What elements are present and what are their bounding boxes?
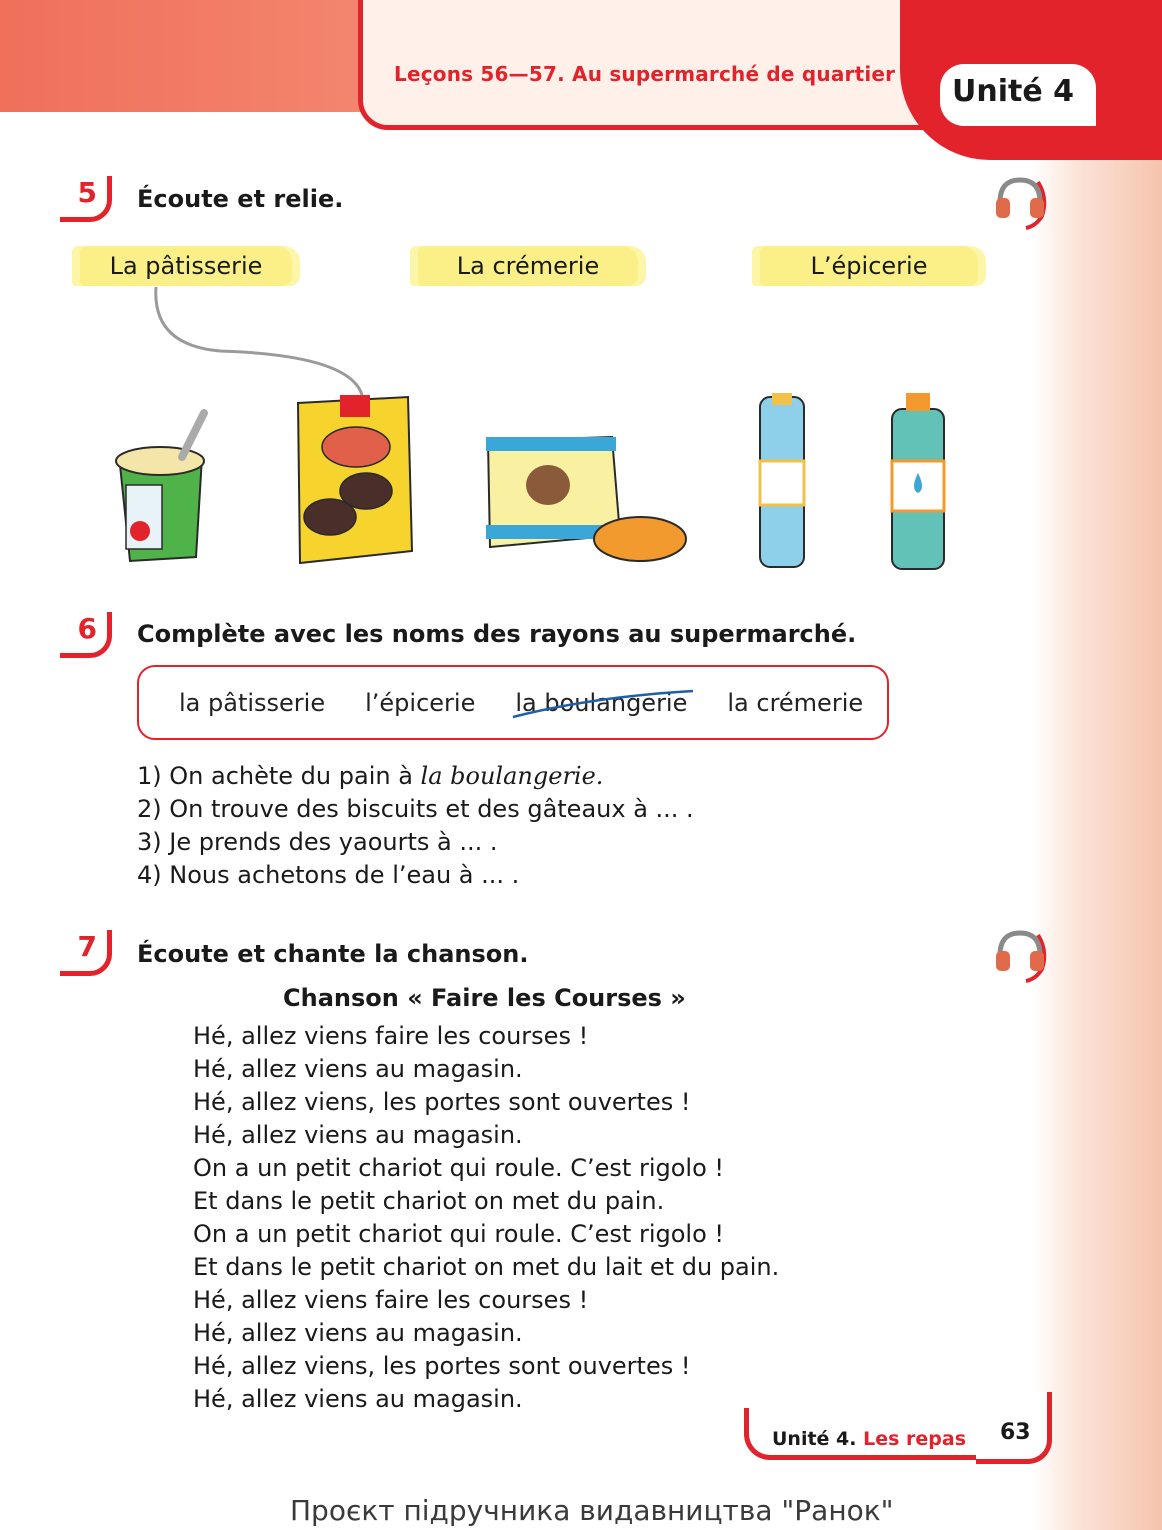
lyric-line: On a un petit chariot qui roule. C’est rigolo !	[193, 1220, 725, 1248]
page-number: 63	[1000, 1420, 1031, 1445]
right-decor-band	[1032, 0, 1162, 1530]
sentence-2: 2) On trouve des biscuits et des gâteaux à ... .	[137, 795, 694, 823]
sentence-3: 3) Je prends des yaourts à ... .	[137, 828, 498, 856]
strikethrough-mark	[511, 687, 697, 723]
headphones-icon[interactable]	[992, 172, 1050, 230]
song-lyrics	[193, 1020, 779, 1416]
exercise-7-title: Écoute et chante la chanson.	[137, 940, 529, 968]
word-cremerie: la crémerie	[727, 688, 864, 717]
lyric-line: Hé, allez viens, les portes sont ouvertes !	[193, 1352, 691, 1380]
word-boulangerie-crossed: la boulangerie	[515, 689, 687, 717]
lyric-line: Hé, allez viens au magasin.	[193, 1319, 523, 1347]
exercise-6-title: Complète avec les noms des rayons au supermarché.	[137, 620, 857, 648]
unit-badge	[940, 64, 1096, 126]
headphones-icon[interactable]	[992, 925, 1050, 983]
publisher-watermark: Проєкт підручника видавництва "Ранок"	[290, 1494, 894, 1527]
biscuits-image	[298, 395, 412, 563]
lyric-line: Hé, allez viens faire les courses !	[193, 1022, 589, 1050]
cheese-image	[486, 437, 686, 561]
unit-label: Unité 4	[952, 74, 1075, 109]
answer-1: la boulangerie.	[420, 762, 604, 790]
lyric-line: Hé, allez viens au magasin.	[193, 1121, 523, 1149]
word-epicerie: l’épicerie	[365, 688, 476, 717]
exercise-5-title: Écoute et relie.	[137, 185, 344, 213]
lyric-line: On a un petit chariot qui roule. C’est rigolo !	[193, 1154, 725, 1182]
lesson-title: Leçons 56—57. Au supermarché de quartier	[394, 62, 896, 86]
song-title: Chanson « Faire les Courses »	[283, 984, 686, 1012]
milk-bottle-image	[892, 393, 944, 569]
exercise-7-number: 7	[60, 930, 112, 976]
label-epicerie[interactable]: L’épicerie	[760, 246, 978, 286]
label-cremerie[interactable]: La crémerie	[418, 246, 638, 286]
lyric-line: Hé, allez viens, les portes sont ouvertes !	[193, 1088, 691, 1116]
products-illustration	[100, 285, 980, 575]
lyric-line: Et dans le petit chariot on met du lait et du pain.	[193, 1253, 780, 1281]
water-bottle-image	[760, 393, 804, 567]
yogurt-image	[116, 413, 204, 561]
header-orange-band	[0, 0, 380, 112]
lyric-line: Et dans le petit chariot on met du pain.	[193, 1187, 665, 1215]
lyric-line: Hé, allez viens au magasin.	[193, 1055, 523, 1083]
lyric-line: Hé, allez viens faire les courses !	[193, 1286, 589, 1314]
sentence-4: 4) Nous achetons de l’eau à ... .	[137, 861, 520, 889]
exercise-6-number: 6	[60, 612, 112, 658]
lyric-line: Hé, allez viens au magasin.	[193, 1385, 523, 1413]
word-bank	[137, 665, 889, 740]
label-patisserie[interactable]: La pâtisserie	[80, 246, 292, 286]
word-patisserie: la pâtisserie	[179, 688, 326, 717]
footer-unit: Unité 4. Les repas	[772, 1428, 967, 1450]
sentence-1: 1) On achète du pain à la boulangerie.	[137, 762, 604, 790]
exercise-5-number: 5	[60, 176, 112, 222]
connection-line	[156, 287, 362, 395]
